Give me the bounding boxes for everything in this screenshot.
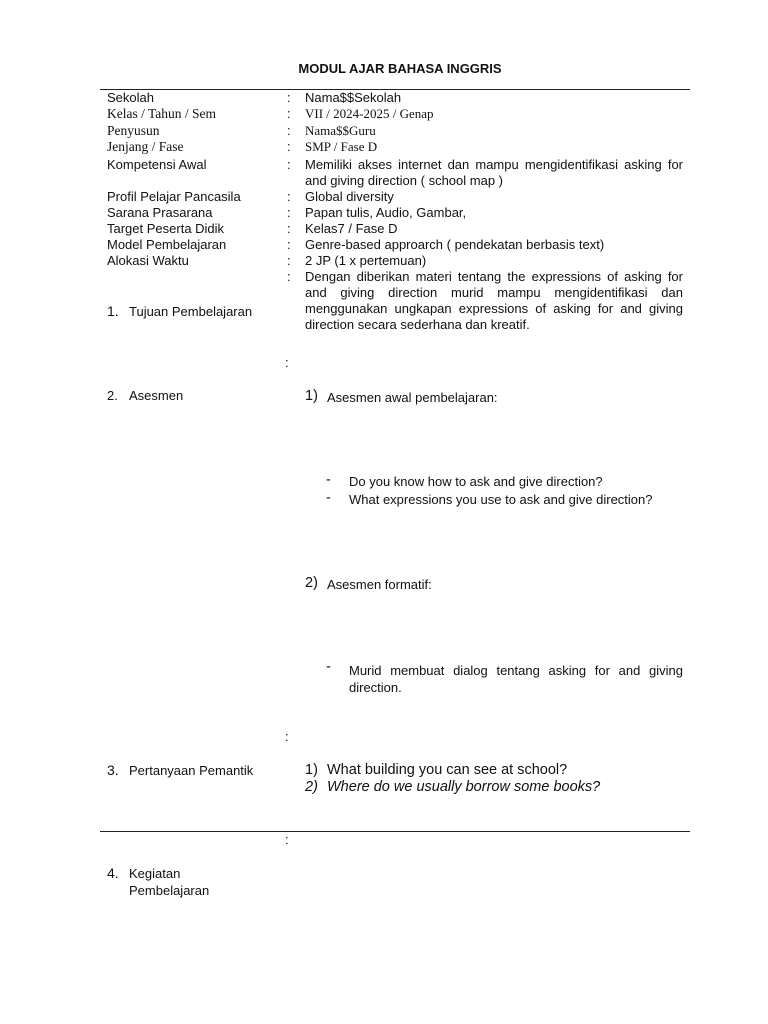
asesmen-bullet: Do you know how to ask and give direction? (349, 474, 603, 489)
bottom-divider (100, 831, 690, 832)
colon: : (287, 205, 291, 220)
label-model: Model Pembelajaran (107, 237, 227, 252)
label-sarana: Sarana Prasarana (107, 205, 213, 220)
value-target: Kelas7 / Fase D (305, 221, 398, 236)
asesmen-item-title: Asesmen formatif: (327, 577, 432, 592)
label-sekolah: Sekolah (107, 90, 154, 105)
label-kelas: Kelas / Tahun / Sem (107, 106, 217, 121)
bullet-mark: - (326, 472, 331, 488)
colon: : (287, 157, 291, 172)
value-kompetensi: Memiliki akses internet dan mampu mengidentifikasi asking for and giving direction ( school map ) (305, 157, 683, 188)
section-number: 4. (107, 865, 119, 881)
value-sarana: Papan tulis, Audio, Gambar, (305, 205, 467, 220)
colon: : (285, 729, 289, 744)
pertanyaan-item: What building you can see at school? (327, 762, 568, 778)
colon: : (287, 106, 291, 121)
colon: : (287, 139, 291, 154)
value-kelas: VII / 2024-2025 / Genap (305, 106, 434, 121)
colon: : (285, 355, 289, 370)
section-label-tujuan: Tujuan Pembelajaran (129, 304, 253, 319)
value-sekolah: Nama$$Sekolah (305, 90, 402, 105)
label-target: Target Peserta Didik (107, 221, 225, 236)
colon: : (287, 221, 291, 236)
section-number: 2. (107, 388, 118, 403)
colon: : (287, 253, 291, 268)
value-profil: Global diversity (305, 189, 394, 204)
label-penyusun: Penyusun (107, 123, 160, 138)
value-model: Genre-based approarch ( pendekatan berbasis text) (305, 237, 605, 252)
value-jenjang: SMP / Fase D (305, 139, 378, 154)
section-label-kegiatan-2: Pembelajaran (129, 883, 210, 898)
colon: : (287, 189, 291, 204)
pertanyaan-number: 2) (305, 779, 318, 795)
asesmen-bullet: Murid membuat dialog tentang asking for and giving direction. (349, 663, 683, 695)
pertanyaan-item: Where do we usually borrow some books? (327, 779, 601, 795)
asesmen-bullet: What expressions you use to ask and give direction? (349, 492, 653, 507)
section-label-kegiatan: Kegiatan (129, 866, 181, 881)
colon: : (287, 90, 291, 105)
section-label-pertanyaan: Pertanyaan Pemantik (129, 763, 254, 778)
label-jenjang: Jenjang / Fase (107, 139, 184, 154)
value-penyusun: Nama$$Guru (305, 123, 376, 138)
section-number: 1. (107, 303, 119, 319)
colon: : (287, 123, 291, 138)
value-alokasi: 2 JP (1 x pertemuan) (305, 253, 427, 268)
pertanyaan-number: 1) (305, 762, 318, 778)
section-label-asesmen: Asesmen (129, 388, 184, 403)
section-number: 3. (107, 762, 119, 778)
asesmen-item-title: Asesmen awal pembelajaran: (327, 390, 498, 405)
colon: : (287, 269, 291, 284)
asesmen-item-number: 2) (305, 575, 318, 591)
label-kompetensi: Kompetensi Awal (107, 157, 207, 172)
bullet-mark: - (326, 490, 331, 506)
colon: : (285, 832, 289, 847)
label-alokasi: Alokasi Waktu (107, 253, 189, 268)
bullet-mark: - (326, 659, 331, 675)
label-profil: Profil Pelajar Pancasila (107, 189, 241, 204)
tujuan-text: Dengan diberikan materi tentang the expressions of asking for and giving direction murid mampu mengidentifikasi dan menggunakan ungkapan expressions of asking for and giving direction secara sederhana dan kreatif. (305, 269, 683, 332)
colon: : (287, 237, 291, 252)
page-title: MODUL AJAR BAHASA INGGRIS (298, 61, 502, 76)
asesmen-item-number: 1) (305, 388, 318, 404)
